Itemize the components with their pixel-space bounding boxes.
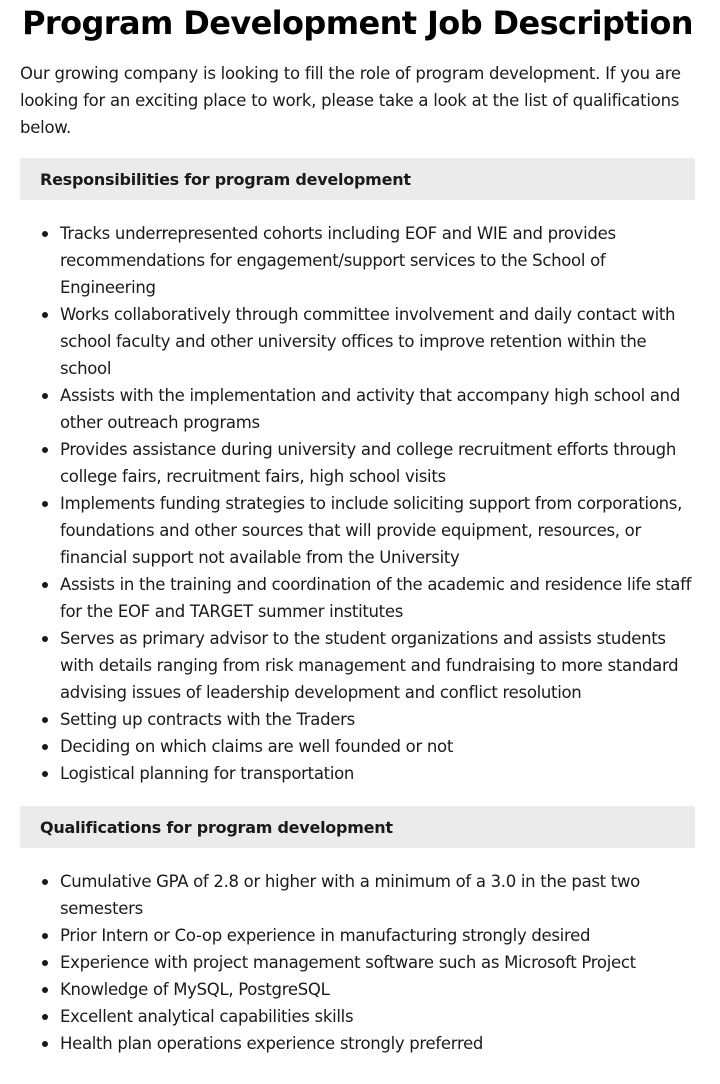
list-item: Experience with project management software such as Microsoft Project [60,949,695,976]
list-item: Knowledge of MySQL, PostgreSQL [60,976,695,1003]
page-title: Program Development Job Description [22,4,693,42]
list-item: Excellent analytical capabilities skills [60,1003,695,1030]
list-item: Setting up contracts with the Traders [60,706,695,733]
intro-paragraph: Our growing company is looking to fill the role of program development. If you are looking for an exciting place to work, please take a look at the list of qualifications below. [20,64,681,137]
list-item: Health plan operations experience strongly preferred [60,1030,695,1057]
list-item: Prior Intern or Co-op experience in manufacturing strongly desired [60,922,695,949]
list-item: Logistical planning for transportation [60,760,695,787]
responsibilities-list [20,220,695,787]
list-item: Deciding on which claims are well founded or not [60,733,695,760]
list-item: Provides assistance during university and college recruitment efforts through college fairs, recruitment fairs, high school visits [60,436,695,490]
list-item: Assists in the training and coordination of the academic and residence life staff for the EOF and TARGET summer institutes [60,571,695,625]
list-item: Works collaboratively through committee involvement and daily contact with school faculty and other university offices to improve retention within the school [60,301,695,382]
qualifications-list [20,868,695,1057]
list-item: Assists with the implementation and activity that accompany high school and other outreach programs [60,382,695,436]
responsibilities-heading: Responsibilities for program development [20,158,695,200]
list-item: Tracks underrepresented cohorts including EOF and WIE and provides recommendations for engagement/support services to the School of Engineering [60,220,695,301]
qualifications-heading: Qualifications for program development [20,806,695,848]
list-item: Cumulative GPA of 2.8 or higher with a minimum of a 3.0 in the past two semesters [60,868,695,922]
list-item: Implements funding strategies to include soliciting support from corporations, foundations and other sources that will provide equipment, resources, or financial support not available from the University [60,490,695,571]
list-item: Serves as primary advisor to the student organizations and assists students with details ranging from risk management and fundraising to more standard advising issues of leadership development and conflict resolution [60,625,695,706]
